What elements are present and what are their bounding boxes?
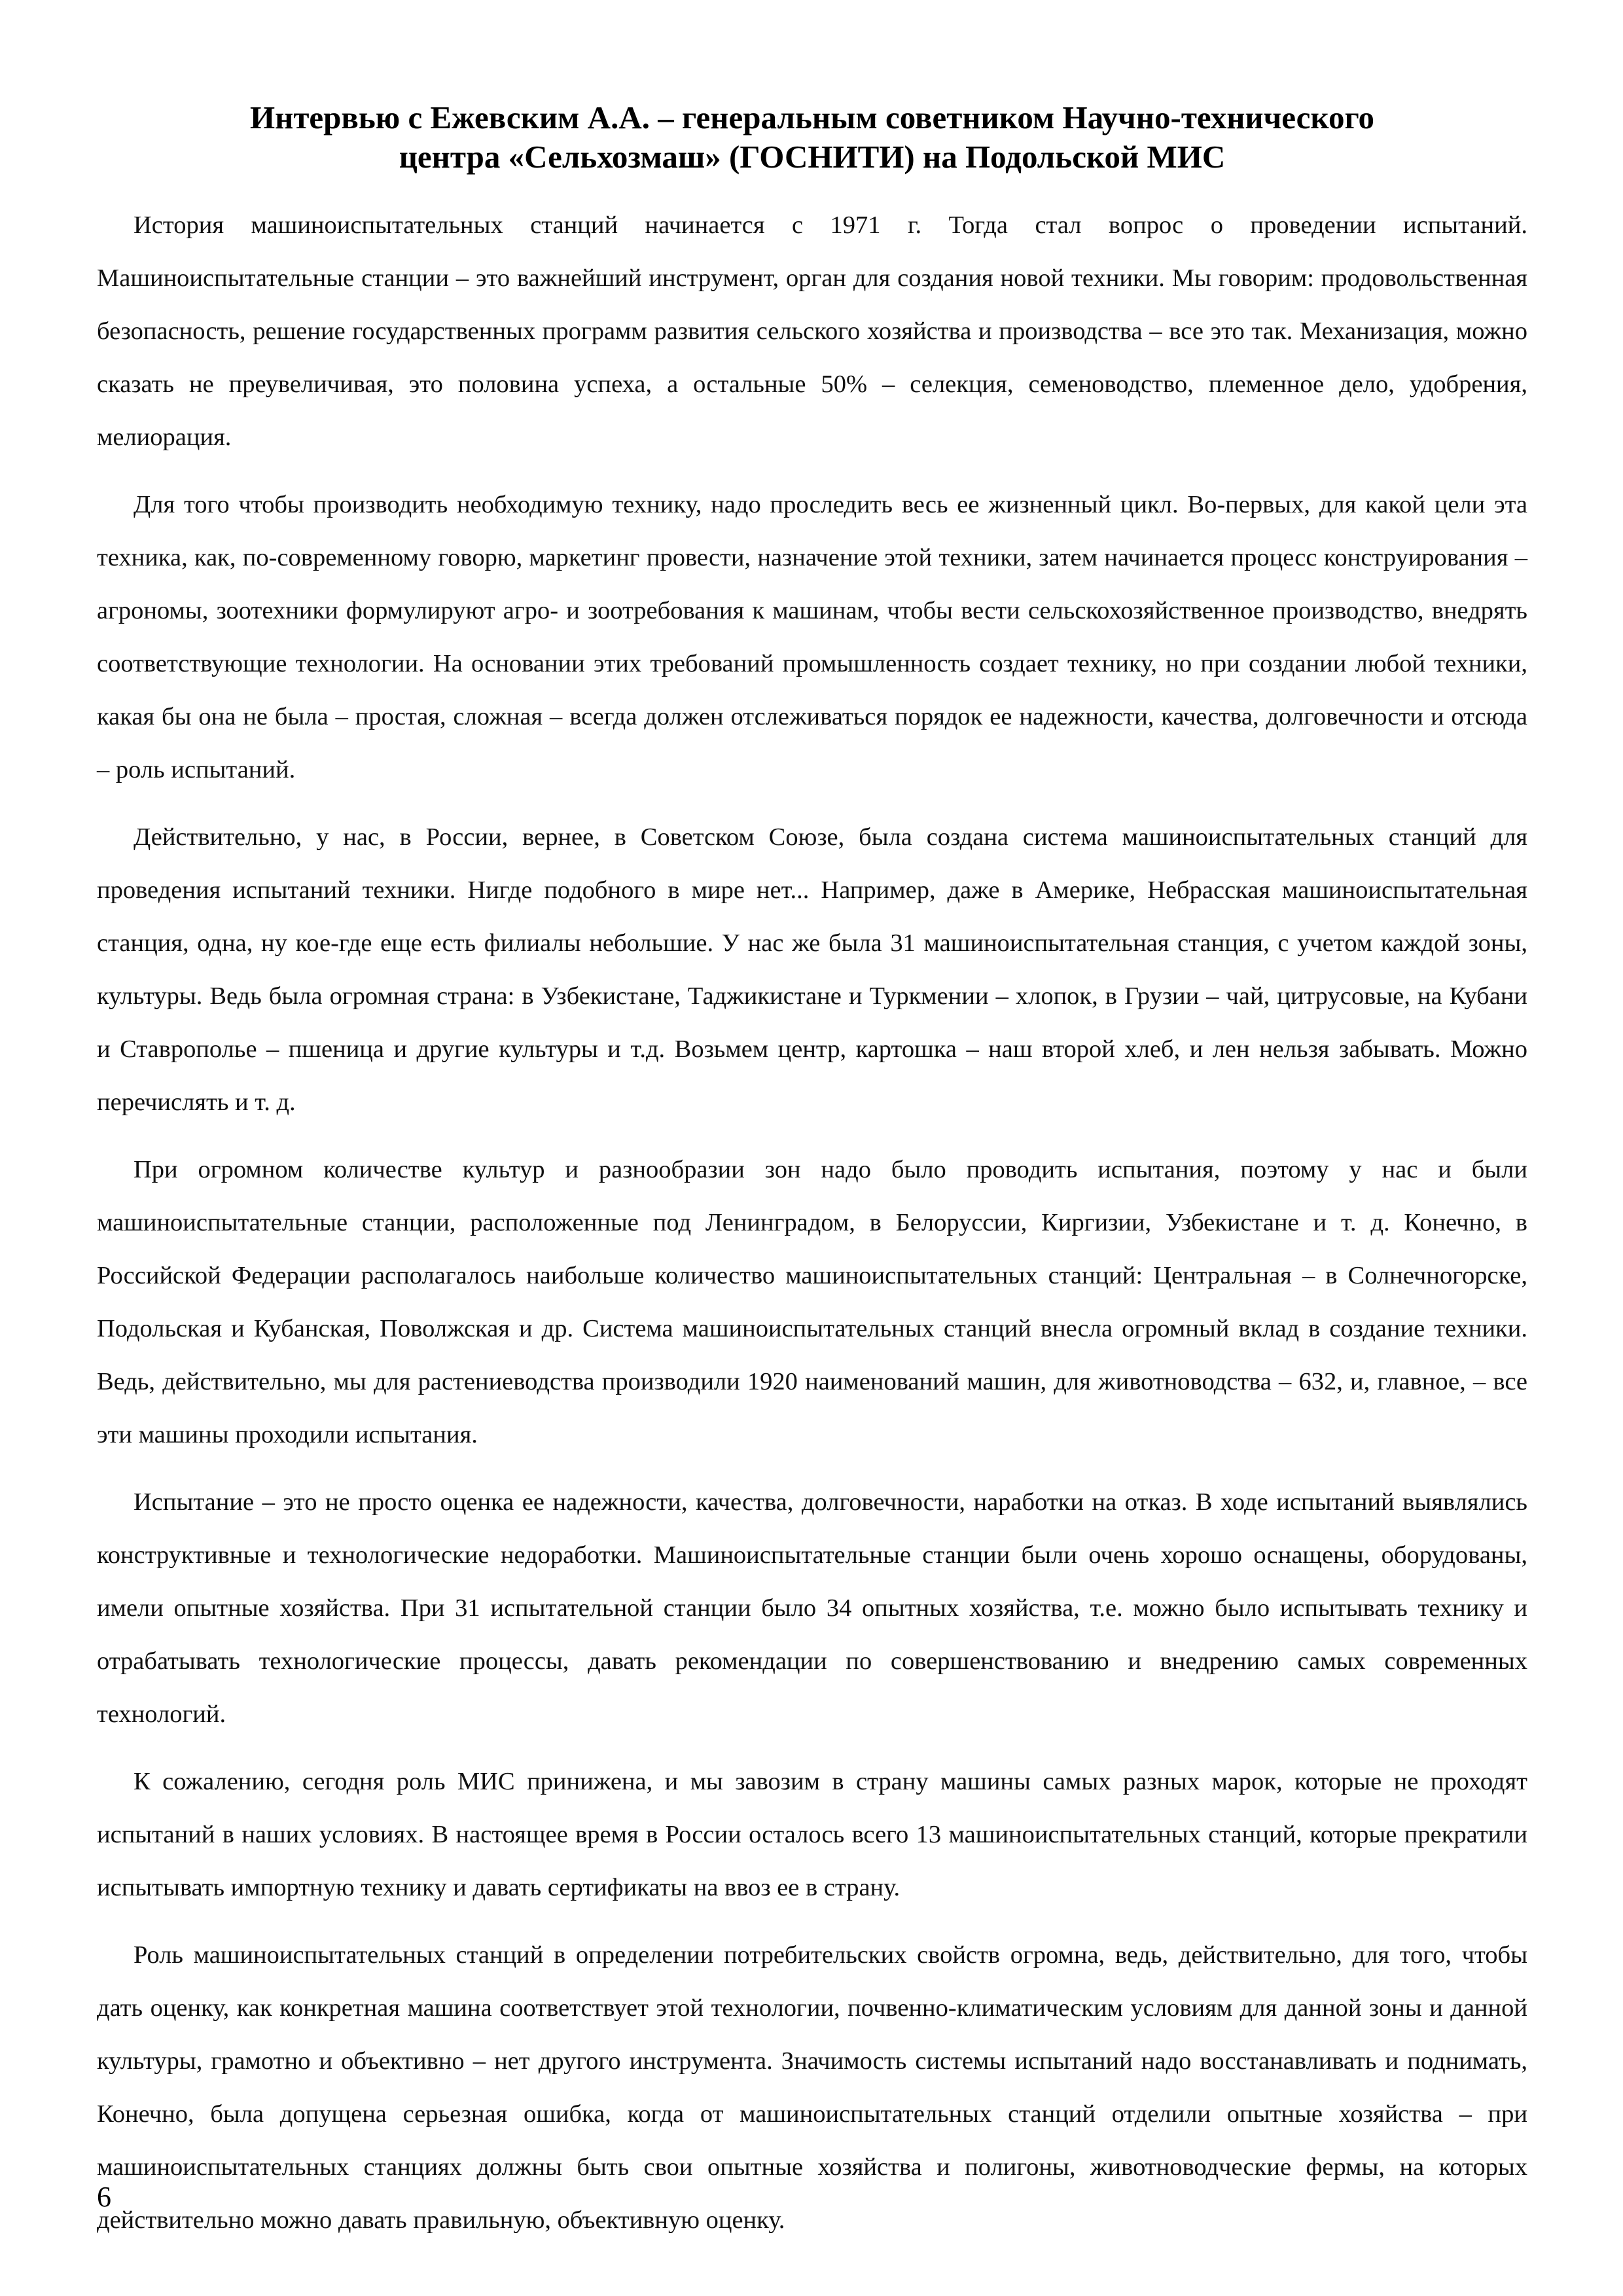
article-title xyxy=(97,98,1527,177)
document-page xyxy=(97,98,1527,2261)
article-body xyxy=(97,199,1527,2247)
article-title-line-2: центра «Сельхозмаш» (ГОСНИТИ) на Подольской МИС xyxy=(399,139,1226,175)
paragraph-3: Действительно, у нас, в России, вернее, в Советском Союзе, была создана система машиноиспытательных станций для проведения испытаний техники. Нигде подобного в мире нет... Например, даже в Америке, Небрасская машиноиспытательная станция, одна, ну кое-где еще есть филиалы небольшие. У нас же была 31 машиноиспытательная станция, с учетом каждой зоны, культуры. Ведь была огромная страна: в Узбекистане, Таджикистане и Туркмении – хлопок, в Грузии – чай, цитрусовые, на Кубани и Ставрополье – пшеница и другие культуры и т.д. Возьмем центр, картошка – наш второй хлеб, и лен нельзя забывать. Можно перечислять и т. д. xyxy=(97,823,1527,1116)
paragraph-7: Роль машиноиспытательных станций в определении потребительских свойств огромна, ведь, действительно, для того, чтобы дать оценку, как конкретная машина соответствует этой технологии, почвенно-климатическим условиям для данной зоны и данной культуры, грамотно и объективно – нет другого инструмента. Значимость системы испытаний надо восстанавливать и поднимать, Конечно, была допущена серьезная ошибка, когда от машиноиспытательных станций отделили опытные хозяйства – при машиноиспытательных станциях должны быть свои опытные хозяйства и полигоны, животноводческие фермы, на которых действительно можно давать правильную, объективную оценку. xyxy=(97,1941,1527,2234)
paragraph-1: История машиноиспытательных станций начинается с 1971 г. Тогда стал вопрос о проведении испытаний. Машиноиспытательные станции – это важнейший инструмент, орган для создания новой техники. Мы говорим: продовольственная безопасность, решение государственных программ развития сельского хозяйства и производства – все это так. Механизация, можно сказать не преувеличивая, это половина успеха, а остальные 50% – селекция, семеноводство, племенное дело, удобрения, мелиорация. xyxy=(97,211,1527,451)
paragraph-5: Испытание – это не просто оценка ее надежности, качества, долговечности, наработки на отказ. В ходе испытаний выявлялись конструктивные и технологические недоработки. Машиноиспытательные станции были очень хорошо оснащены, оборудованы, имели опытные хозяйства. При 31 испытательной станции было 34 опытных хозяйства, т.е. можно было испытывать технику и отрабатывать технологические процессы, давать рекомендации по совершенствованию и внедрению самых современных технологий. xyxy=(97,1488,1527,1728)
paragraph-2: Для того чтобы производить необходимую технику, надо проследить весь ее жизненный цикл. Во-первых, для какой цели эта техника, как, по-современному говорю, маркетинг провести, назначение этой техники, затем начинается процесс конструирования – агрономы, зоотехники формулируют агро- и зоотребования к машинам, чтобы вести сельскохозяйственное производство, внедрять соответствующие технологии. На основании этих требований промышленность создает технику, но при создании любой техники, какая бы она не была – простая, сложная – всегда должен отслеживаться порядок ее надежности, качества, долговечности и отсюда – роль испытаний. xyxy=(97,491,1527,783)
page-number: 6 xyxy=(97,2181,111,2213)
paragraph-4: При огромном количестве культур и разнообразии зон надо было проводить испытания, поэтому у нас и были машиноиспытательные станции, расположенные под Ленинградом, в Белоруссии, Киргизии, Узбекистане и т. д. Конечно, в Российской Федерации располагалось наибольше количество машиноиспытательных станций: Центральная – в Солнечногорске, Подольская и Кубанская, Поволжская и др. Система машиноиспытательных станций внесла огромный вклад в создание техники. Ведь, действительно, мы для растениеводства производили 1920 наименований машин, для животноводства – 632, и, главное, – все эти машины проходили испытания. xyxy=(97,1156,1527,1448)
paragraph-6: К сожалению, сегодня роль МИС принижена, и мы завозим в страну машины самых разных марок, которые не проходят испытаний в наших условиях. В настоящее время в России осталось всего 13 машиноиспытательных станций, которые прекратили испытывать импортную технику и давать сертификаты на ввоз ее в страну. xyxy=(97,1768,1527,1901)
article-title-line-1: Интервью с Ежевским А.А. – генеральным советником Научно-технического xyxy=(249,99,1374,135)
